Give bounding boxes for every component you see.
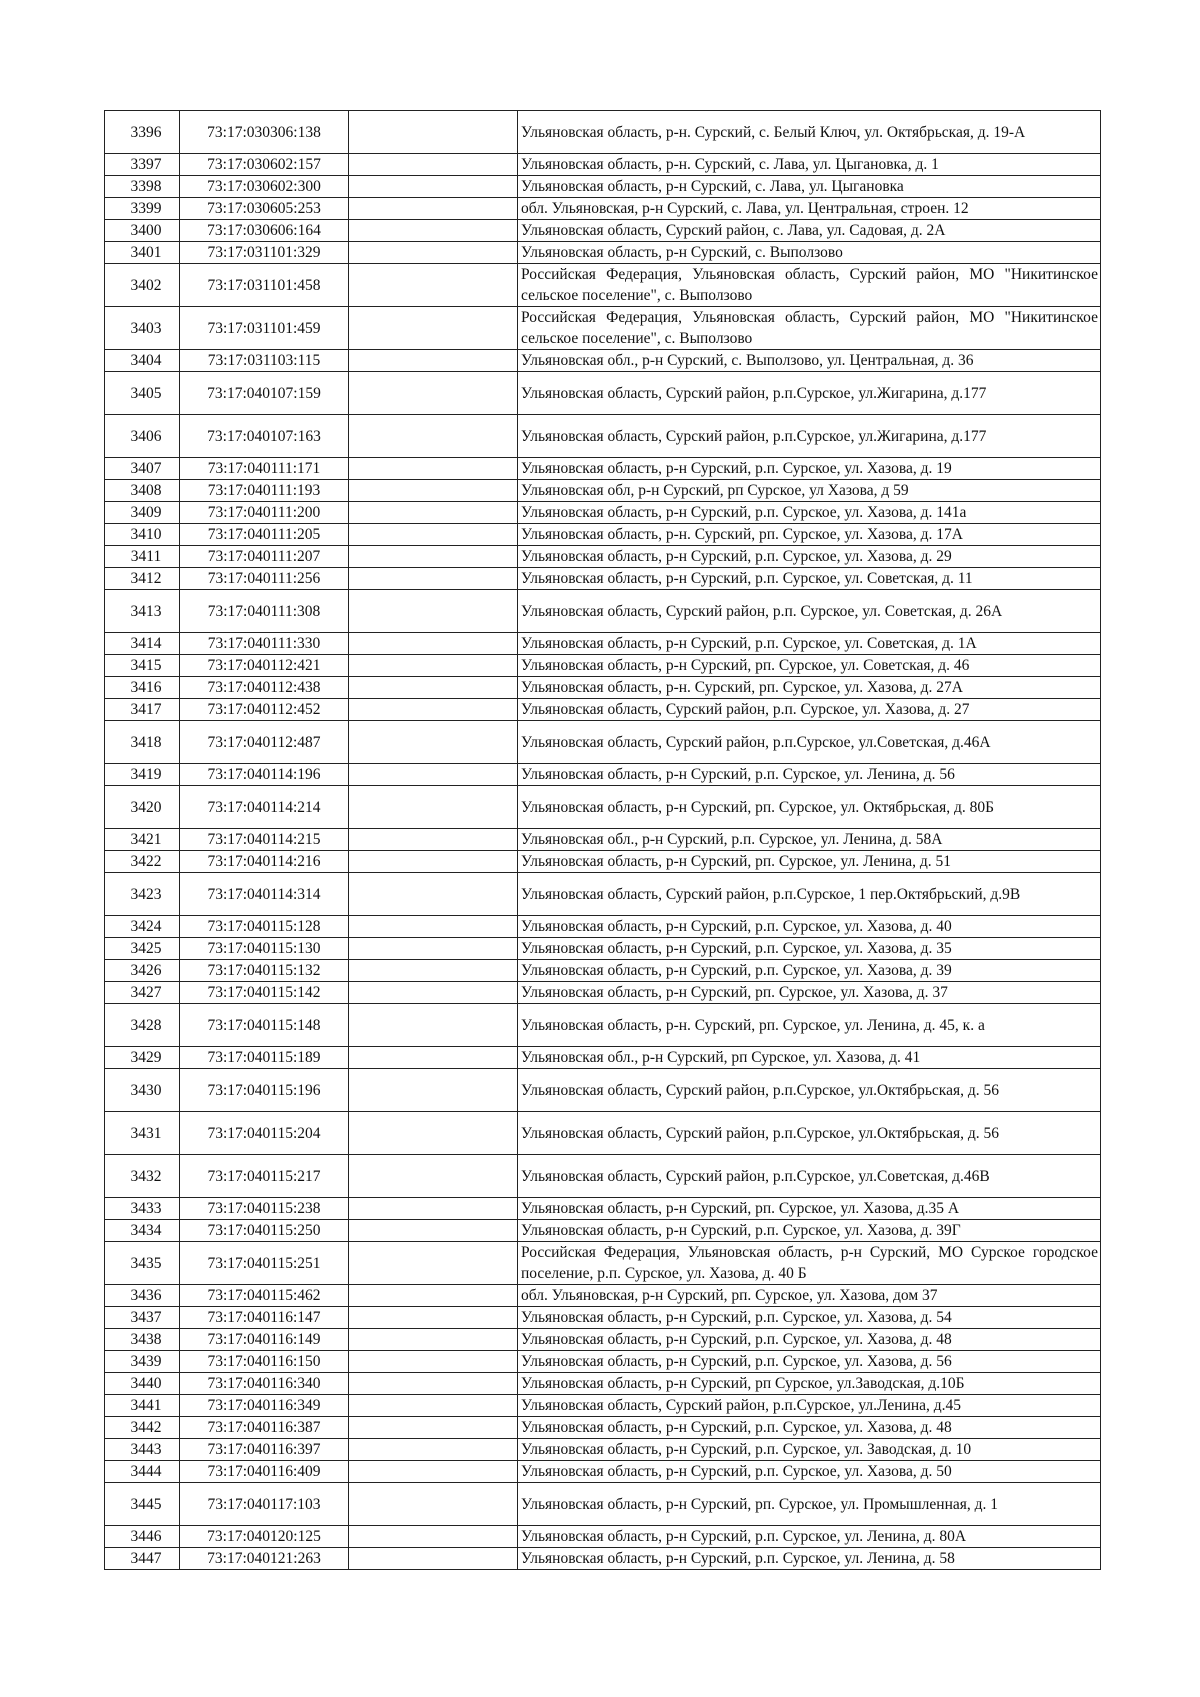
address: Ульяновская область, р-н Сурский, с. Лава, ул. Цыгановка	[518, 176, 1101, 198]
empty-cell	[349, 851, 518, 873]
table-row	[105, 480, 1101, 502]
row-number: 3440	[105, 1373, 180, 1395]
cadastral-number: 73:17:040116:349	[180, 1395, 349, 1417]
table-row	[105, 851, 1101, 873]
empty-cell	[349, 655, 518, 677]
table-row	[105, 1548, 1101, 1570]
cadastral-number: 73:17:040116:409	[180, 1461, 349, 1483]
address: Ульяновская обл., р-н Сурский, с. Выползово, ул. Центральная, д. 36	[518, 350, 1101, 372]
table-row	[105, 372, 1101, 415]
row-number: 3410	[105, 524, 180, 546]
address: Ульяновская область, Сурский район, р.п.Сурское, ул.Советская, д.46А	[518, 721, 1101, 764]
empty-cell	[349, 568, 518, 590]
cadastral-number: 73:17:040107:163	[180, 415, 349, 458]
cadastral-number: 73:17:040115:189	[180, 1047, 349, 1069]
row-number: 3403	[105, 307, 180, 350]
address: Ульяновская область, Сурский район, р.п.Сурское, ул.Жигарина, д.177	[518, 372, 1101, 415]
row-number: 3396	[105, 111, 180, 154]
table-row	[105, 764, 1101, 786]
row-number: 3402	[105, 264, 180, 307]
cadastral-number: 73:17:030602:300	[180, 176, 349, 198]
table-row	[105, 502, 1101, 524]
cadastral-number: 73:17:040114:314	[180, 873, 349, 916]
table-row	[105, 1329, 1101, 1351]
cadastral-number: 73:17:040115:148	[180, 1004, 349, 1047]
empty-cell	[349, 264, 518, 307]
row-number: 3441	[105, 1395, 180, 1417]
row-number: 3420	[105, 786, 180, 829]
empty-cell	[349, 1417, 518, 1439]
address: Ульяновская область, р-н Сурский, р.п. Сурское, ул. Ленина, д. 80А	[518, 1526, 1101, 1548]
address: Ульяновская область, р-н Сурский, рп. Сурское, ул. Хазова, д.35 А	[518, 1198, 1101, 1220]
empty-cell	[349, 1351, 518, 1373]
table-row	[105, 524, 1101, 546]
address: Ульяновская область, р-н Сурский, рп. Сурское, ул. Промышленная, д. 1	[518, 1483, 1101, 1526]
cadastral-number: 73:17:030306:138	[180, 111, 349, 154]
cadastral-number: 73:17:030602:157	[180, 154, 349, 176]
address: Ульяновская область, р-н. Сурский, с. Лава, ул. Цыгановка, д. 1	[518, 154, 1101, 176]
empty-cell	[349, 176, 518, 198]
table-row	[105, 1417, 1101, 1439]
table-row	[105, 1112, 1101, 1155]
address: Ульяновская область, р-н. Сурский, рп. Сурское, ул. Ленина, д. 45, к. а	[518, 1004, 1101, 1047]
table-row	[105, 655, 1101, 677]
table-row	[105, 633, 1101, 655]
address: Ульяновская область, р-н Сурский, рп. Сурское, ул. Октябрьская, д. 80Б	[518, 786, 1101, 829]
address: Ульяновская область, Сурский район, р.п.Сурское, ул.Октябрьская, д. 56	[518, 1069, 1101, 1112]
table-row	[105, 1242, 1101, 1285]
row-number: 3423	[105, 873, 180, 916]
empty-cell	[349, 198, 518, 220]
row-number: 3421	[105, 829, 180, 851]
cadastral-number: 73:17:031101:459	[180, 307, 349, 350]
cadastral-number: 73:17:040115:130	[180, 938, 349, 960]
address: Ульяновская область, р-н. Сурский, рп. Сурское, ул. Хазова, д. 17А	[518, 524, 1101, 546]
cadastral-number: 73:17:040112:438	[180, 677, 349, 699]
empty-cell	[349, 938, 518, 960]
address: Ульяновская обл., р-н Сурский, рп Сурское, ул. Хазова, д. 41	[518, 1047, 1101, 1069]
row-number: 3437	[105, 1307, 180, 1329]
address: Ульяновская область, р-н Сурский, р.п. Сурское, ул. Хазова, д. 39Г	[518, 1220, 1101, 1242]
cadastral-number: 73:17:040112:487	[180, 721, 349, 764]
empty-cell	[349, 154, 518, 176]
row-number: 3413	[105, 590, 180, 633]
table-row	[105, 677, 1101, 699]
cadastral-number: 73:17:031103:115	[180, 350, 349, 372]
table-row	[105, 786, 1101, 829]
table-row	[105, 1155, 1101, 1198]
empty-cell	[349, 372, 518, 415]
row-number: 3406	[105, 415, 180, 458]
empty-cell	[349, 415, 518, 458]
address: Ульяновская область, р-н Сурский, р.п. Сурское, ул. Советская, д. 11	[518, 568, 1101, 590]
empty-cell	[349, 1373, 518, 1395]
row-number: 3414	[105, 633, 180, 655]
cadastral-number: 73:17:030606:164	[180, 220, 349, 242]
address: Ульяновская область, р-н Сурский, р.п. Сурское, ул. Хазова, д. 35	[518, 938, 1101, 960]
address: Ульяновская область, р-н Сурский, с. Выползово	[518, 242, 1101, 264]
row-number: 3447	[105, 1548, 180, 1570]
cadastral-number: 73:17:040111:200	[180, 502, 349, 524]
row-number: 3439	[105, 1351, 180, 1373]
table-row	[105, 1461, 1101, 1483]
empty-cell	[349, 1004, 518, 1047]
row-number: 3426	[105, 960, 180, 982]
table-row	[105, 198, 1101, 220]
table-row	[105, 916, 1101, 938]
row-number: 3425	[105, 938, 180, 960]
table-row	[105, 1220, 1101, 1242]
address: Ульяновская область, р-н Сурский, р.п. Сурское, ул. Хазова, д. 54	[518, 1307, 1101, 1329]
empty-cell	[349, 982, 518, 1004]
row-number: 3436	[105, 1285, 180, 1307]
cadastral-number: 73:17:040121:263	[180, 1548, 349, 1570]
cadastral-number: 73:17:030605:253	[180, 198, 349, 220]
cadastral-number: 73:17:040116:387	[180, 1417, 349, 1439]
row-number: 3411	[105, 546, 180, 568]
cadastral-number: 73:17:040116:397	[180, 1439, 349, 1461]
empty-cell	[349, 350, 518, 372]
cadastral-number: 73:17:040111:207	[180, 546, 349, 568]
empty-cell	[349, 1047, 518, 1069]
cadastral-number: 73:17:040111:205	[180, 524, 349, 546]
cadastral-number: 73:17:040115:142	[180, 982, 349, 1004]
address: Ульяновская обл., р-н Сурский, р.п. Сурское, ул. Ленина, д. 58А	[518, 829, 1101, 851]
table-row	[105, 1439, 1101, 1461]
address: Ульяновская область, Сурский район, р.п.Сурское, ул.Советская, д.46В	[518, 1155, 1101, 1198]
address: Ульяновская область, р-н. Сурский, с. Белый Ключ, ул. Октябрьская, д. 19-А	[518, 111, 1101, 154]
empty-cell	[349, 220, 518, 242]
row-number: 3442	[105, 1417, 180, 1439]
empty-cell	[349, 699, 518, 721]
address: Ульяновская область, Сурский район, р.п.Сурское, ул.Жигарина, д.177	[518, 415, 1101, 458]
empty-cell	[349, 1439, 518, 1461]
table-row	[105, 111, 1101, 154]
table-row	[105, 220, 1101, 242]
address: Ульяновская область, Сурский район, р.п.Сурское, ул.Ленина, д.45	[518, 1395, 1101, 1417]
address: Ульяновская область, р-н Сурский, р.п. Сурское, ул. Хазова, д. 29	[518, 546, 1101, 568]
empty-cell	[349, 524, 518, 546]
cadastral-number: 73:17:040115:250	[180, 1220, 349, 1242]
address: Российская Федерация, Ульяновская область, р-н Сурский, МО Сурское городское поселение, р.п. Сурское, ул. Хазова, д. 40 Б	[518, 1242, 1101, 1285]
cadastral-number: 73:17:040114:215	[180, 829, 349, 851]
cadastral-number: 73:17:031101:329	[180, 242, 349, 264]
address: Ульяновская область, р-н Сурский, р.п. Сурское, ул. Советская, д. 1А	[518, 633, 1101, 655]
row-number: 3428	[105, 1004, 180, 1047]
row-number: 3443	[105, 1439, 180, 1461]
row-number: 3429	[105, 1047, 180, 1069]
cadastral-number: 73:17:040111:193	[180, 480, 349, 502]
table-row	[105, 1004, 1101, 1047]
address: Ульяновская область, р-н Сурский, р.п. Сурское, ул. Ленина, д. 58	[518, 1548, 1101, 1570]
table-row	[105, 1069, 1101, 1112]
address: Российская Федерация, Ульяновская область, Сурский район, МО "Никитинское сельское поселение", с. Выползово	[518, 264, 1101, 307]
table-row	[105, 1307, 1101, 1329]
table-row	[105, 938, 1101, 960]
empty-cell	[349, 546, 518, 568]
row-number: 3412	[105, 568, 180, 590]
empty-cell	[349, 1155, 518, 1198]
row-number: 3415	[105, 655, 180, 677]
empty-cell	[349, 458, 518, 480]
row-number: 3419	[105, 764, 180, 786]
row-number: 3422	[105, 851, 180, 873]
cadastral-number: 73:17:040112:452	[180, 699, 349, 721]
address: Ульяновская область, Сурский район, р.п.Сурское, ул.Октябрьская, д. 56	[518, 1112, 1101, 1155]
property-register-table	[104, 110, 1101, 1570]
empty-cell	[349, 1395, 518, 1417]
row-number: 3398	[105, 176, 180, 198]
row-number: 3427	[105, 982, 180, 1004]
empty-cell	[349, 764, 518, 786]
cadastral-number: 73:17:040115:204	[180, 1112, 349, 1155]
row-number: 3405	[105, 372, 180, 415]
cadastral-number: 73:17:040115:238	[180, 1198, 349, 1220]
row-number: 3432	[105, 1155, 180, 1198]
table-row	[105, 873, 1101, 916]
cadastral-number: 73:17:040116:147	[180, 1307, 349, 1329]
cadastral-number: 73:17:040116:150	[180, 1351, 349, 1373]
row-number: 3409	[105, 502, 180, 524]
empty-cell	[349, 111, 518, 154]
table-row	[105, 154, 1101, 176]
table-row	[105, 307, 1101, 350]
row-number: 3417	[105, 699, 180, 721]
empty-cell	[349, 1526, 518, 1548]
row-number: 3433	[105, 1198, 180, 1220]
row-number: 3430	[105, 1069, 180, 1112]
address: Ульяновская область, р-н Сурский, р.п. Сурское, ул. Заводская, д. 10	[518, 1439, 1101, 1461]
row-number: 3434	[105, 1220, 180, 1242]
row-number: 3424	[105, 916, 180, 938]
cadastral-number: 73:17:040115:196	[180, 1069, 349, 1112]
cadastral-number: 73:17:040115:217	[180, 1155, 349, 1198]
table-row	[105, 829, 1101, 851]
cadastral-number: 73:17:040112:421	[180, 655, 349, 677]
cadastral-number: 73:17:040115:128	[180, 916, 349, 938]
cadastral-number: 73:17:040120:125	[180, 1526, 349, 1548]
cadastral-number: 73:17:040115:251	[180, 1242, 349, 1285]
empty-cell	[349, 1461, 518, 1483]
cadastral-number: 73:17:031101:458	[180, 264, 349, 307]
empty-cell	[349, 960, 518, 982]
cadastral-number: 73:17:040117:103	[180, 1483, 349, 1526]
address: Ульяновская область, р-н Сурский, рп. Сурское, ул. Советская, д. 46	[518, 655, 1101, 677]
cadastral-number: 73:17:040111:171	[180, 458, 349, 480]
table-row	[105, 721, 1101, 764]
table-row	[105, 699, 1101, 721]
empty-cell	[349, 916, 518, 938]
empty-cell	[349, 1069, 518, 1112]
table-row	[105, 960, 1101, 982]
row-number: 3416	[105, 677, 180, 699]
address: Российская Федерация, Ульяновская область, Сурский район, МО "Никитинское сельское поселение", с. Выползово	[518, 307, 1101, 350]
address: Ульяновская область, р-н Сурский, рп. Сурское, ул. Ленина, д. 51	[518, 851, 1101, 873]
table-row	[105, 264, 1101, 307]
cadastral-number: 73:17:040114:196	[180, 764, 349, 786]
table-row	[105, 546, 1101, 568]
address: Ульяновская область, р-н Сурский, р.п. Сурское, ул. Хазова, д. 56	[518, 1351, 1101, 1373]
empty-cell	[349, 1198, 518, 1220]
address: Ульяновская область, р-н. Сурский, рп. Сурское, ул. Хазова, д. 27А	[518, 677, 1101, 699]
row-number: 3407	[105, 458, 180, 480]
address: Ульяновская область, р-н Сурский, р.п. Сурское, ул. Хазова, д. 39	[518, 960, 1101, 982]
row-number: 3438	[105, 1329, 180, 1351]
address: Ульяновская область, Сурский район, р.п.Сурское, 1 пер.Октябрьский, д.9В	[518, 873, 1101, 916]
table-row	[105, 568, 1101, 590]
cadastral-number: 73:17:040116:149	[180, 1329, 349, 1351]
row-number: 3397	[105, 154, 180, 176]
table-row	[105, 1373, 1101, 1395]
address: Ульяновская область, р-н Сурский, р.п. Сурское, ул. Хазова, д. 19	[518, 458, 1101, 480]
cadastral-number: 73:17:040115:462	[180, 1285, 349, 1307]
cadastral-number: 73:17:040114:216	[180, 851, 349, 873]
empty-cell	[349, 721, 518, 764]
address: Ульяновская область, р-н Сурский, р.п. Сурское, ул. Хазова, д. 48	[518, 1329, 1101, 1351]
empty-cell	[349, 677, 518, 699]
empty-cell	[349, 590, 518, 633]
empty-cell	[349, 633, 518, 655]
table-row	[105, 1198, 1101, 1220]
empty-cell	[349, 1483, 518, 1526]
empty-cell	[349, 873, 518, 916]
address: Ульяновская область, р-н Сурский, рп Сурское, ул.Заводская, д.10Б	[518, 1373, 1101, 1395]
empty-cell	[349, 829, 518, 851]
row-number: 3444	[105, 1461, 180, 1483]
address: Ульяновская область, р-н Сурский, р.п. Сурское, ул. Хазова, д. 141а	[518, 502, 1101, 524]
table-row	[105, 415, 1101, 458]
address: Ульяновская область, р-н Сурский, рп. Сурское, ул. Хазова, д. 37	[518, 982, 1101, 1004]
cadastral-number: 73:17:040111:330	[180, 633, 349, 655]
row-number: 3445	[105, 1483, 180, 1526]
address: обл. Ульяновская, р-н Сурский, с. Лава, ул. Центральная, строен. 12	[518, 198, 1101, 220]
empty-cell	[349, 1285, 518, 1307]
cadastral-number: 73:17:040111:308	[180, 590, 349, 633]
table-row	[105, 982, 1101, 1004]
cadastral-number: 73:17:040116:340	[180, 1373, 349, 1395]
table-body	[105, 111, 1101, 1570]
empty-cell	[349, 1307, 518, 1329]
address: Ульяновская область, р-н Сурский, р.п. Сурское, ул. Ленина, д. 56	[518, 764, 1101, 786]
address: Ульяновская область, р-н Сурский, р.п. Сурское, ул. Хазова, д. 40	[518, 916, 1101, 938]
row-number: 3446	[105, 1526, 180, 1548]
table-row	[105, 458, 1101, 480]
empty-cell	[349, 786, 518, 829]
table-row	[105, 1526, 1101, 1548]
cadastral-number: 73:17:040107:159	[180, 372, 349, 415]
address: Ульяновская область, р-н Сурский, р.п. Сурское, ул. Хазова, д. 48	[518, 1417, 1101, 1439]
empty-cell	[349, 1112, 518, 1155]
address: Ульяновская область, Сурский район, с. Лава, ул. Садовая, д. 2А	[518, 220, 1101, 242]
empty-cell	[349, 1548, 518, 1570]
empty-cell	[349, 1329, 518, 1351]
cadastral-number: 73:17:040111:256	[180, 568, 349, 590]
empty-cell	[349, 242, 518, 264]
cadastral-number: 73:17:040114:214	[180, 786, 349, 829]
row-number: 3408	[105, 480, 180, 502]
row-number: 3404	[105, 350, 180, 372]
address: Ульяновская обл, р-н Сурский, рп Сурское, ул Хазова, д 59	[518, 480, 1101, 502]
table-row	[105, 1395, 1101, 1417]
table-row	[105, 350, 1101, 372]
row-number: 3400	[105, 220, 180, 242]
empty-cell	[349, 307, 518, 350]
empty-cell	[349, 1242, 518, 1285]
table-row	[105, 176, 1101, 198]
address: Ульяновская область, Сурский район, р.п. Сурское, ул. Хазова, д. 27	[518, 699, 1101, 721]
row-number: 3399	[105, 198, 180, 220]
table-row	[105, 590, 1101, 633]
row-number: 3435	[105, 1242, 180, 1285]
table-row	[105, 1351, 1101, 1373]
empty-cell	[349, 502, 518, 524]
address: Ульяновская область, Сурский район, р.п. Сурское, ул. Советская, д. 26А	[518, 590, 1101, 633]
row-number: 3431	[105, 1112, 180, 1155]
address: Ульяновская область, р-н Сурский, р.п. Сурское, ул. Хазова, д. 50	[518, 1461, 1101, 1483]
cadastral-number: 73:17:040115:132	[180, 960, 349, 982]
empty-cell	[349, 1220, 518, 1242]
empty-cell	[349, 480, 518, 502]
table-row	[105, 1047, 1101, 1069]
row-number: 3418	[105, 721, 180, 764]
table-row	[105, 1285, 1101, 1307]
table-row	[105, 242, 1101, 264]
address: обл. Ульяновская, р-н Сурский, рп. Сурское, ул. Хазова, дом 37	[518, 1285, 1101, 1307]
table-row	[105, 1483, 1101, 1526]
row-number: 3401	[105, 242, 180, 264]
